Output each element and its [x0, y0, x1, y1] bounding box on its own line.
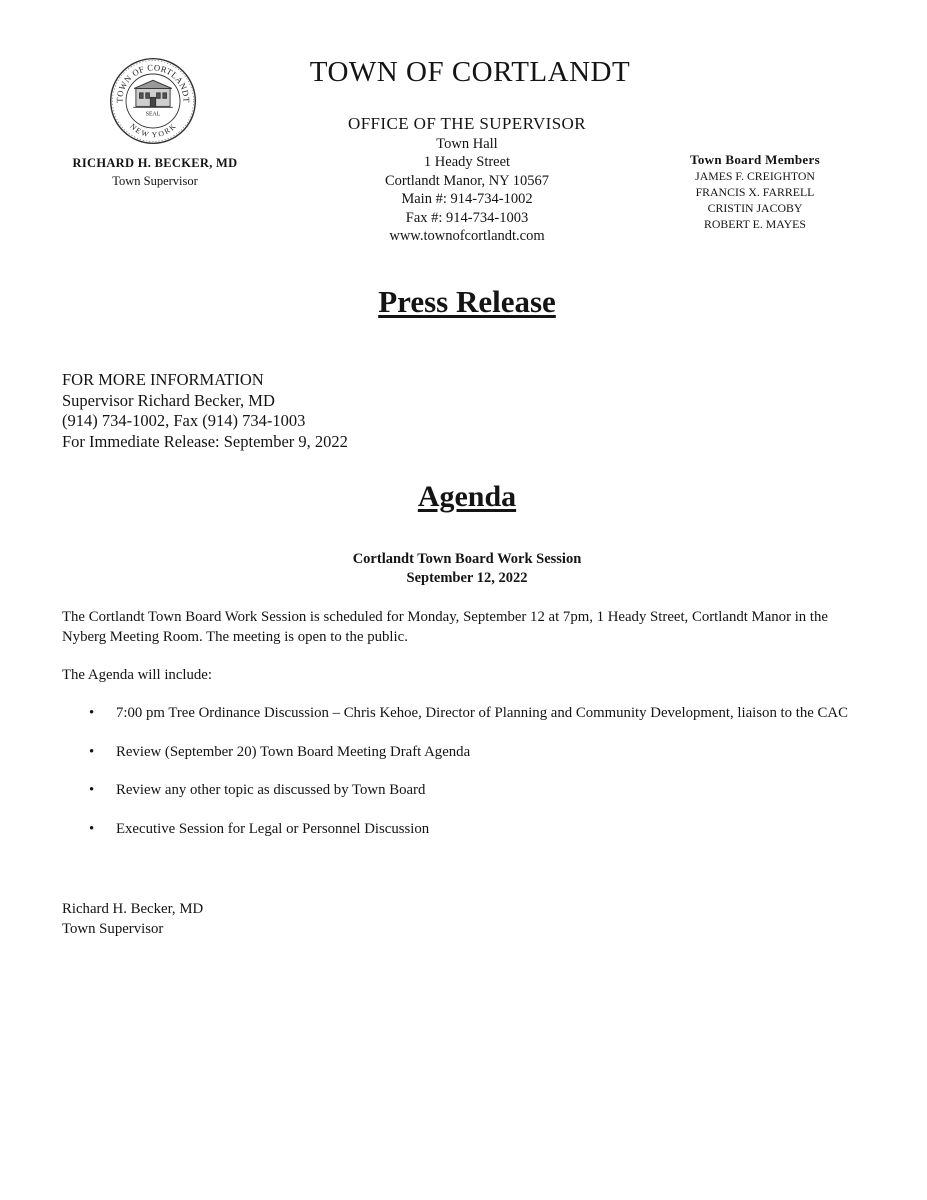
agenda-title: Agenda [417, 480, 517, 513]
town-seal-logo [108, 56, 198, 146]
board-member: CRISTIN JACOBY [707, 201, 803, 215]
list-item [62, 704, 862, 724]
town-board-members-block [655, 152, 855, 232]
board-heading: Town Board Members [690, 152, 820, 167]
press-release-title: Press Release [378, 284, 556, 319]
list-item [62, 820, 862, 840]
contact-line: (914) 734-1002, Fax (914) 734-1003 [62, 411, 306, 430]
svg-text:NEW YORK [128, 122, 177, 140]
board-member: JAMES F. CREIGHTON [695, 169, 815, 183]
office-name: OFFICE OF THE SUPERVISOR [348, 114, 586, 133]
bullet-icon: • [89, 820, 95, 837]
bullet-icon: • [89, 705, 95, 721]
signature-name: Richard H. Becker, MD [62, 901, 204, 917]
address-line: Cortlandt Manor, NY 10567 [384, 172, 549, 189]
signature-title: Town Supervisor [62, 920, 164, 937]
bullet-icon: • [89, 782, 95, 798]
list-item [62, 743, 862, 763]
supervisor-header-block [40, 154, 270, 190]
session-name: Cortlandt Town Board Work Session [352, 551, 582, 567]
supervisor-name: RICHARD H. BECKER, MD [72, 156, 238, 170]
board-member: FRANCIS X. FARRELL [695, 185, 815, 199]
seal-top-text: TOWN OF CORTLANDT [114, 62, 192, 103]
seal-word: SEAL [145, 111, 161, 118]
contact-line: FOR MORE INFORMATION [62, 370, 264, 389]
contact-line: Supervisor Richard Becker, MD [62, 390, 275, 410]
agenda-item-text: Review (September 20) Town Board Meeting Draft Agenda [116, 743, 471, 760]
release-date-line: For Immediate Release: September 9, 2022 [62, 431, 348, 451]
office-address-block [267, 115, 667, 246]
board-member: ROBERT E. MAYES [704, 217, 806, 231]
intro-paragraph: The Cortlandt Town Board Work Session is scheduled for Monday, September 12 at 7pm, 1 Heady Street, Cortlandt Manor in the Nyberg Meeting Room. The meeting is open to the public. [62, 609, 828, 645]
seal-bottom-text: NEW YORK [128, 121, 178, 140]
town-title: TOWN OF CORTLANDT [309, 56, 631, 88]
contact-info-block [62, 370, 562, 452]
website-link: www.townofcortlandt.com [389, 228, 545, 244]
supervisor-title: Town Supervisor [112, 174, 198, 188]
agenda-item-text: Executive Session for Legal or Personnel Discussion [116, 820, 430, 837]
bullet-icon: • [89, 743, 95, 760]
address-line: Town Hall [436, 135, 498, 152]
session-date: September 12, 2022 [406, 570, 528, 586]
agenda-include-line: The Agenda will include: [62, 667, 212, 683]
list-item [62, 781, 862, 801]
agenda-list [62, 704, 862, 858]
address-line: 1 Heady Street [423, 154, 511, 170]
town-hall-building-icon [133, 80, 173, 107]
agenda-item-text: 7:00 pm Tree Ordinance Discussion – Chris Kehoe, Director of Planning and Community Development, liaison to the CAC [116, 705, 848, 721]
main-phone: Main #: 914-734-1002 [401, 191, 533, 207]
agenda-item-text: Review any other topic as discussed by Town Board [116, 782, 426, 798]
session-heading [267, 550, 667, 588]
signature-block [62, 900, 362, 939]
fax-number: Fax #: 914-734-1003 [405, 209, 529, 226]
